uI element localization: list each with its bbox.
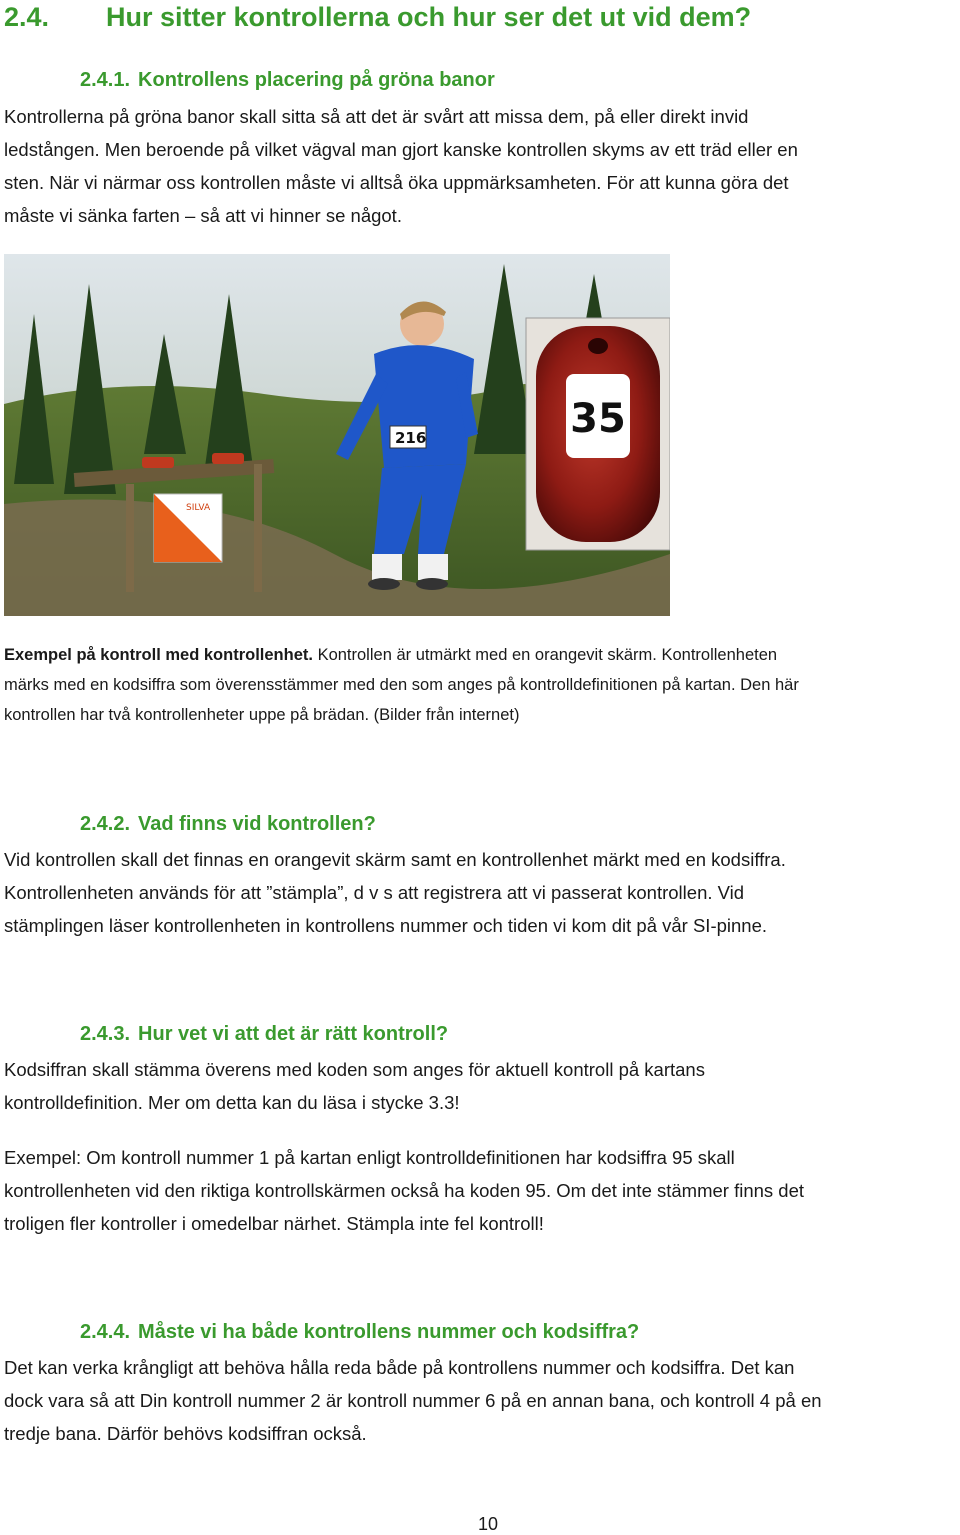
subsection-number: 2.4.1. xyxy=(80,69,131,91)
text-line: tredje bana. Därför behövs kodsiffran också. xyxy=(4,1423,367,1444)
subsection-number: 2.4.3. xyxy=(80,1023,131,1045)
bib-number: 216 xyxy=(395,429,427,447)
subsection-title: Kontrollens placering på gröna banor xyxy=(138,69,495,91)
paragraph-243 xyxy=(4,1053,705,1119)
subsection-number: 2.4.4. xyxy=(80,1321,131,1343)
text-line: sten. När vi närmar oss kontrollen måste vi alltså öka uppmärksamheten. För att kunna göra det xyxy=(4,172,789,193)
caption-line xyxy=(4,640,799,670)
subsection-heading-242 xyxy=(80,813,376,836)
post-left xyxy=(126,484,134,592)
control-photo xyxy=(4,254,670,616)
text-line: Vid kontrollen skall det finnas en orangevit skärm samt en kontrollenhet märkt med en kodsiffra. xyxy=(4,849,786,870)
page-number: 10 xyxy=(477,1514,499,1534)
caption-bold: Exempel på kontroll med kontrollenhet. xyxy=(4,646,313,664)
control-unit-inset xyxy=(526,318,670,550)
code-number: 35 xyxy=(570,396,626,442)
text-line: kontrolldefinition. Mer om detta kan du läsa i stycke 3.3! xyxy=(4,1092,460,1113)
section-heading xyxy=(4,2,751,33)
control-unit-left xyxy=(142,457,174,468)
text-line: måste vi sänka farten – så att vi hinner se något. xyxy=(4,205,402,226)
orange-white-flag xyxy=(154,494,222,562)
text-line: Kodsiffran skall stämma överens med koden som anges för aktuell kontroll på kartans xyxy=(4,1059,705,1080)
subsection-title: Hur vet vi att det är rätt kontroll? xyxy=(138,1023,449,1045)
paragraph-244 xyxy=(4,1351,822,1450)
paragraph-example xyxy=(4,1141,804,1240)
post-right xyxy=(254,464,262,592)
caption-line: märks med en kodsiffra som överensstämmer med den som anges på kontrolldefinitionen på kartan. Den här xyxy=(4,676,799,694)
text-line: Kontrollerna på gröna banor skall sitta så att det är svårt att missa dem, på eller direkt invid xyxy=(4,106,749,127)
paragraph-242 xyxy=(4,843,786,942)
caption-rest: Kontrollen är utmärkt med en orangevit skärm. Kontrollenheten xyxy=(312,646,778,664)
text-line: kontrollenheten vid den riktiga kontrollskärmen också ha koden 95. Om det inte stämmer finns det xyxy=(4,1180,805,1201)
text-line: Kontrollenheten används för att ”stämpla”, d v s att registrera att vi passerat kontrollen. Vid xyxy=(4,882,745,903)
text-line: troligen fler kontroller i omedelbar närhet. Stämpla inte fel kontroll! xyxy=(4,1213,544,1234)
flag-brand: SILVA xyxy=(186,503,211,513)
text-line: Exempel: Om kontroll nummer 1 på kartan enligt kontrolldefinitionen har kodsiffra 95 skall xyxy=(4,1147,735,1168)
text-line: Det kan verka krångligt att behöva hålla reda både på kontrollens nummer och kodsiffra. Det kan xyxy=(4,1357,795,1378)
section-title: Hur sitter kontrollerna och hur ser det ut vid dem? xyxy=(106,2,752,32)
paragraph-241 xyxy=(4,100,798,232)
subsection-number: 2.4.2. xyxy=(80,813,131,835)
text-line: stämplingen läser kontrollenheten in kontrollens nummer och tiden vi kom dit på vår SI-pinne. xyxy=(4,915,768,936)
subsection-title: Vad finns vid kontrollen? xyxy=(138,813,376,835)
text-line: ledstången. Men beroende på vilket vägval man gjort kanske kontrollen skyms av ett träd eller en xyxy=(4,139,798,160)
figure-caption xyxy=(4,640,799,730)
section-number: 2.4. xyxy=(4,2,50,32)
subsection-heading-243 xyxy=(80,1023,448,1046)
subsection-title: Måste vi ha både kontrollens nummer och kodsiffra? xyxy=(138,1321,640,1343)
subsection-heading-241 xyxy=(80,69,495,92)
text-line: dock vara så att Din kontroll nummer 2 är kontroll nummer 6 på en annan bana, och kontroll 4 på en xyxy=(4,1390,822,1411)
subsection-heading-244 xyxy=(80,1321,639,1344)
control-unit-right xyxy=(212,453,244,464)
caption-line: kontrollen har två kontrollenheter uppe på brädan. (Bilder från internet) xyxy=(4,706,520,724)
